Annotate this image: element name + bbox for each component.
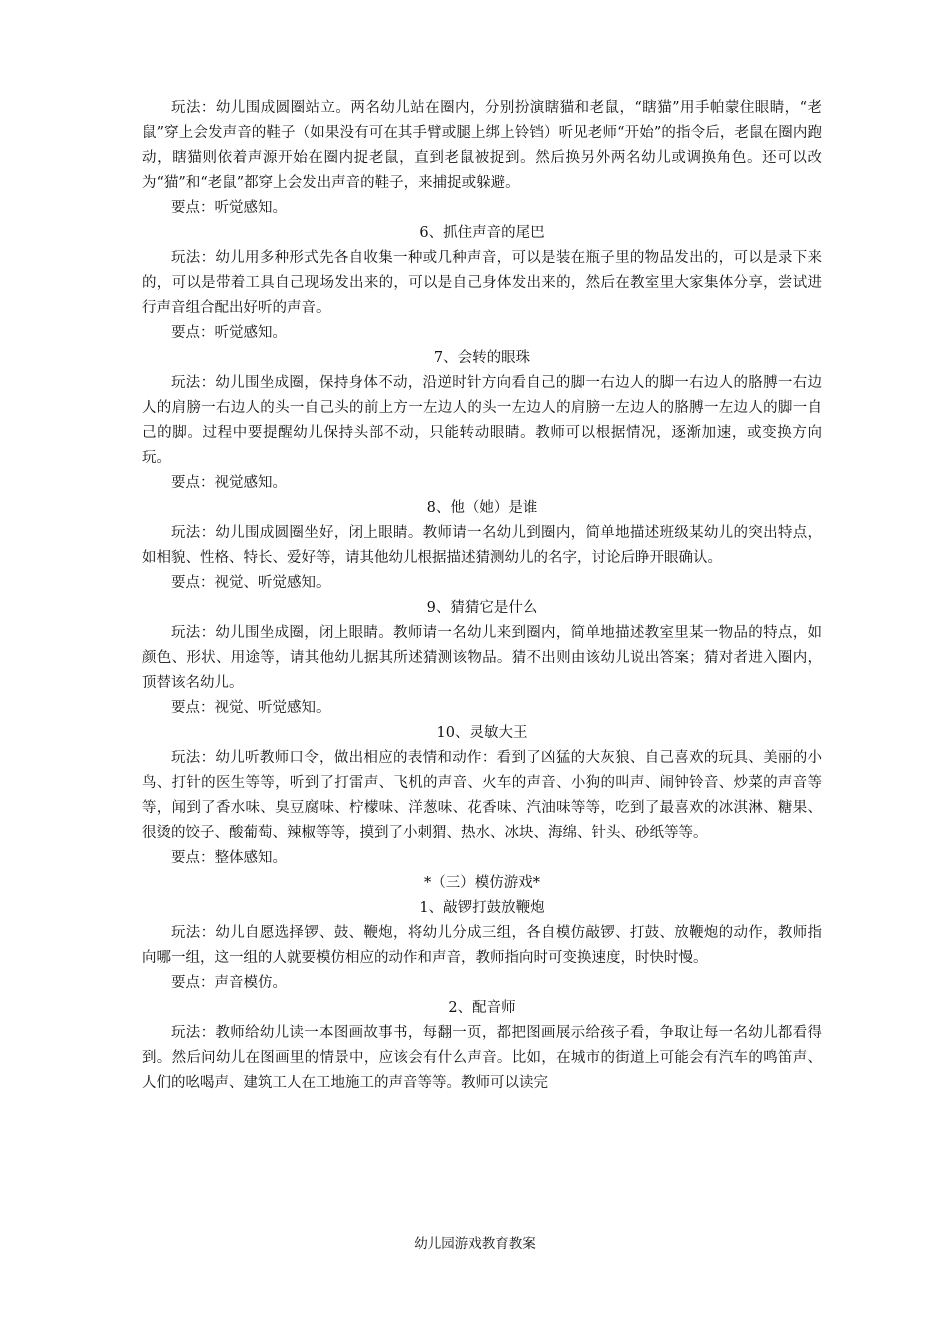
section-heading: 7、会转的眼珠	[433, 350, 531, 366]
key-point: 要点：声音模仿。	[171, 975, 287, 991]
document-body	[142, 96, 822, 1096]
paragraph: 玩法：幼儿用多种形式先各自收集一种或几种声音，可以是装在瓶子里的物品发出的，可以是录下来的，可以是带着工具自己现场发出来的，可以是自己身体发出来的，然后在教室里大家集体分享，尝试进行声音组合配出好听的声音。	[142, 250, 822, 316]
key-point: 要点：听觉感知。	[171, 200, 287, 216]
paragraph: 玩法：幼儿围成圆圈站立。两名幼儿站在圈内，分别扮演瞎猫和老鼠，“瞎猫”用手帕蒙住眼睛，“老鼠”穿上会发声音的鞋子（如果没有可在其手臂或腿上绑上铃铛）听见老师“开始”的指令后，老鼠在圈内跑动，瞎猫则依着声源开始在圈内捉老鼠，直到老鼠被捉到。然后换另外两名幼儿或调换角色。还可以改为“猫”和“老鼠”都穿上会发出声音的鞋子，来捕捉或躲避。	[142, 100, 822, 191]
section-heading: 1、敲锣打鼓放鞭炮	[419, 900, 545, 916]
section-heading: 8、他（她）是谁	[426, 500, 538, 516]
section-heading: 9、猜猜它是什么	[426, 600, 538, 616]
key-point: 要点：视觉、听觉感知。	[171, 700, 331, 716]
paragraph: 玩法：幼儿围成圆圈坐好，闭上眼睛。教师请一名幼儿到圈内，简单地描述班级某幼儿的突出特点，如相貌、性格、特长、爱好等，请其他幼儿根据描述猜测幼儿的名字，讨论后睁开眼确认。	[142, 525, 822, 566]
section-heading: 10、灵敏大王	[436, 725, 528, 741]
key-point: 要点：整体感知。	[171, 850, 287, 866]
key-point: 要点：视觉感知。	[171, 475, 287, 491]
page-footer: 幼儿园游戏教育教案	[414, 1236, 536, 1252]
paragraph: 玩法：幼儿自愿选择锣、鼓、鞭炮，将幼儿分成三组，各自模仿敲锣、打鼓、放鞭炮的动作，教师指向哪一组，这一组的人就要模仿相应的动作和声音，教师指向时可变换速度，时快时慢。	[142, 925, 822, 966]
paragraph: 玩法：幼儿围坐成圈，闭上眼睛。教师请一名幼儿来到圈内，简单地描述教室里某一物品的特点，如颜色、形状、用途等，请其他幼儿据其所述猜测该物品。猜不出则由该幼儿说出答案；猜对者进入圈内，顶替该名幼儿。	[142, 625, 822, 691]
key-point: 要点：听觉感知。	[171, 325, 287, 341]
paragraph: 玩法：幼儿围坐成圈，保持身体不动，沿逆时针方向看自己的脚一右边人的脚一右边人的胳膊一右边人的肩膀一右边人的头一自己头的前上方一左边人的头一左边人的肩膀一左边人的胳膊一左边人的脚一自己的脚。过程中要提醒幼儿保持头部不动，只能转动眼睛。教师可以根据情况，逐渐加速，或变换方向玩。	[142, 375, 822, 466]
paragraph: 玩法：幼儿听教师口令，做出相应的表情和动作：看到了凶猛的大灰狼、自己喜欢的玩具、美丽的小鸟、打针的医生等等，听到了打雷声、飞机的声音、火车的声音、小狗的叫声、闹钟铃音、炒菜的声音等等，闻到了香水味、臭豆腐味、柠檬味、洋葱味、花香味、汽油味等等，吃到了最喜欢的冰淇淋、糖果、很烫的饺子、酸葡萄、辣椒等等，摸到了小刺猬、热水、冰块、海绵、针头、砂纸等等。	[142, 750, 822, 841]
section-heading: 2、配音师	[448, 1000, 516, 1016]
section-heading: 6、抓住声音的尾巴	[419, 225, 545, 241]
paragraph: 玩法：教师给幼儿读一本图画故事书，每翻一页，都把图画展示给孩子看，争取让每一名幼儿都看得到。然后问幼儿在图画里的情景中，应该会有什么声音。比如，在城市的街道上可能会有汽车的鸣笛声、人们的吆喝声、建筑工人在工地施工的声音等等。教师可以读完	[142, 1025, 822, 1091]
key-point: 要点：视觉、听觉感知。	[171, 575, 331, 591]
chapter-heading: *（三）模仿游戏*	[424, 875, 540, 891]
